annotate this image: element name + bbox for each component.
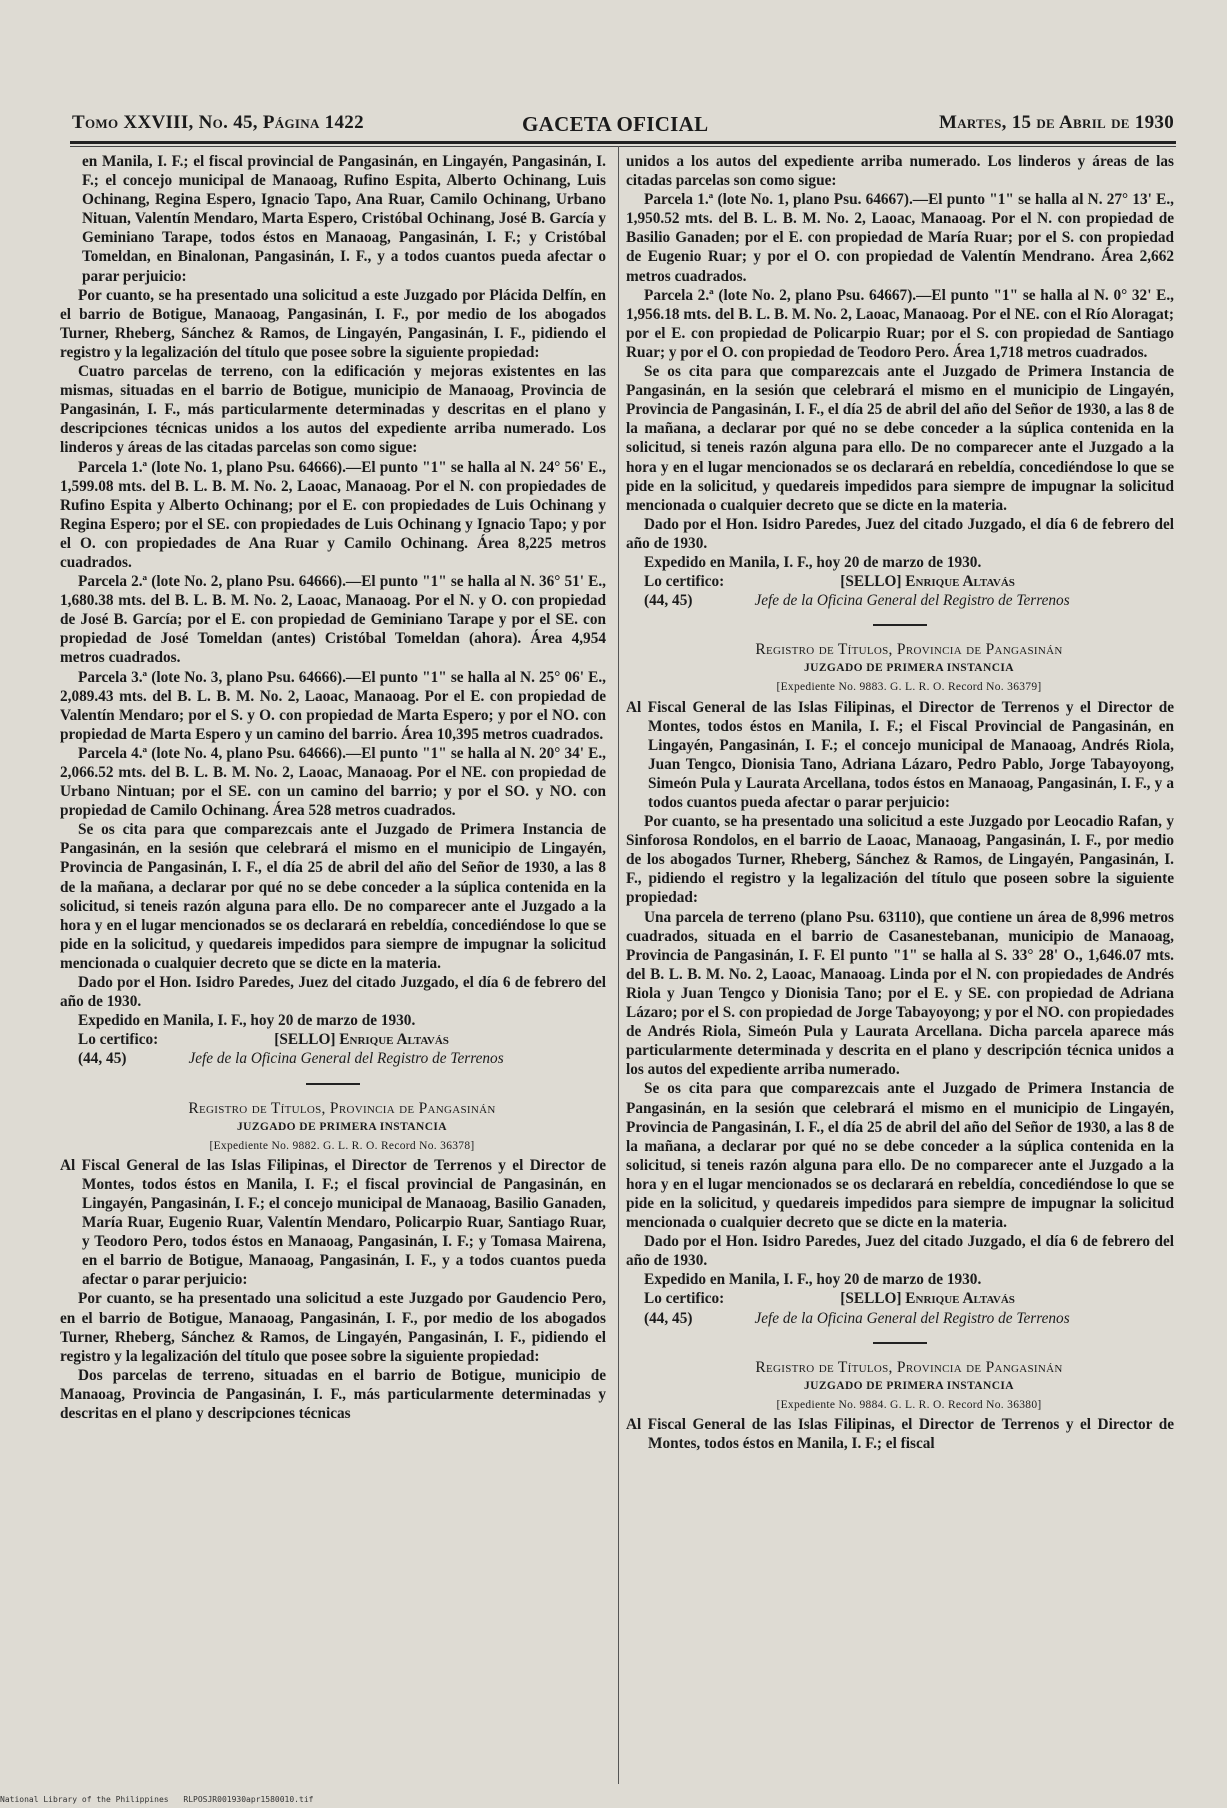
seal-label: [SELLO]	[840, 1290, 902, 1308]
section-separator	[873, 1342, 927, 1344]
certification-line: Lo certifico: [SELLO] Enrique Altavás	[644, 573, 1015, 591]
section-title: Registro de Títulos, Provincia de Pangasinán	[755, 1358, 1063, 1376]
given-by-paragraph: Dado por el Hon. Isidro Paredes, Juez del citado Juzgado, el día 6 de febrero del año de 1930.	[626, 1233, 1174, 1270]
paragraph-continued: unidos a los autos del expediente arriba numerado. Los linderos y áreas de las citadas parcelas son como sigue:	[626, 153, 1174, 190]
notice-addressees: Al Fiscal General de las Islas Filipinas, el Director de Terrenos y el Director de Montes, todos éstos en Manila, I. F.; el fiscal	[626, 1415, 1174, 1452]
summons-paragraph: Se os cita para que comparezcais ante el Juzgado de Primera Instancia de Pangasinán, en la sesión que celebrará el mismo en el municipio de Lingayén, Provincia de Pangasinán, I. F., el día 25 de abril del año del Señor de 1930, a las 8 de la mañana, a declarar por qué no se debe conceder a la súplica contenida en la solicitud, si teneis razón alguna para ello. De no comparecer ante el Juzgado a la hora y en el lugar mencionados se os declarará en rebeldía, concediéndose lo que se pide en la solicitud, y quedareis impedidos para siempre de impugnar la solicitud mencionada o cualquier decreto que se dicte en la materia.	[60, 821, 606, 972]
parcel-description: Parcela 1.ª (lote No. 1, plano Psu. 64666).—El punto "1" se halla al N. 24° 56' E., 1,599.08 mts. del B. L. B. M. No. 2, Laoac, Manaoag. Por el N. con propiedades de Rufino Espita y Alberto Ochinang; por el E. con propiedades de Luis Ochinang y Regina Espero; por el SE. con propiedades de Luis Ochinang y Ignacio Tapo; y por el O. con propiedades de Ana Ruar y Camilo Ochinang. Área 8,225 metros cuadrados.	[60, 458, 606, 571]
parcel-description: Parcela 2.ª (lote No. 2, plano Psu. 64666).—El punto "1" se halla al N. 36° 51' E., 1,680.38 mts. del B. L. B. M. No. 2, Laoac, Manaoag. Por el N. y O. con propiedad de José B. García; por el E. con propiedad de Geminiano Tarape y por el SE. con propiedad de José Tomeldan (antes) Cristóbal Tomeldan (ahora). Área 4,954 metros cuadrados.	[60, 573, 606, 667]
paragraph: Dos parcelas de terreno, situadas en el barrio de Botigue, municipio de Manaoag, Provincia de Pangasinán, I. F., más particularmente determinadas y descritas en el plano y descripciones técnicas	[60, 1366, 606, 1422]
notice-addressees: Al Fiscal General de las Islas Filipinas, el Director de Terrenos y el Director de Montes, todos éstos en Manila, I. F.; el Fiscal Provincial de Pangasinán, en Lingayén, Pangasinán, I. F.; el concejo municipal de Manaoag, Andrés Riola, Juan Tengco, Dionisia Tano, Adriana Lázaro, Pedro Pablo, Jorge Tabayoyong, Simeón Pula y Laurata Arcellana, todos éstos en Manaoag, Pangasinán, I. F., y a todos cuantos pueda afectar o parar perjuicio:	[626, 698, 1174, 811]
notice-addressees-continued: en Manila, I. F.; el fiscal provincial de Pangasinán, en Lingayén, Pangasinán, I. F.; el concejo municipal de Manaoag, Rufino Espita, Alberto Ochinang, Luis Ochinang, Regina Espero, Ignacio Tapo, Ana Ruar, Camilo Ochinang, Urbano Nituan, Valentín Mendaro, Marta Espero, Cristóbal Ochinang, José B. García y Geminiano Tarape, todos éstos en Manaoag, Pangasinán, I. F.; y Cristóbal Tomeldan, en Binalonan, Pangasinán, I. F., y a todos cuantos pueda afectar o parar perjuicio:	[82, 153, 606, 285]
paragraph: Cuatro parcelas de terreno, con la edificación y mejoras existentes en las mismas, situadas en el barrio de Botigue, municipio de Manaoag, Provincia de Pangasinán, I. F., más particularmente determinadas y descritas en el plano y descripciones técnicas unidos a los autos del expediente arriba numerado. Los linderos y áreas de las citadas parcelas son como sigue:	[60, 363, 606, 457]
section-title: Registro de Títulos, Provincia de Pangasinán	[188, 1099, 496, 1117]
certification-line: Lo certifico: [SELLO] Enrique Altavás	[644, 1290, 1015, 1308]
section-separator	[873, 624, 927, 626]
signatory-title-line	[60, 1049, 606, 1068]
signatory-title: Jefe de la Oficina General del Registro de Terrenos	[754, 592, 1070, 610]
parcel-description: Parcela 2.ª (lote No. 2, plano Psu. 64667).—El punto "1" se halla al N. 0° 32' E., 1,956.18 mts. del B. L. B. M. No. 2, Laoac, Manaoag. Por el NE. con el Río Aloragat; por el E. con propiedad de Policarpio Ruar; por el S. con propiedad de Santiago Ruar; y por el O. con propiedad de Teodoro Pero. Área 1,718 metros cuadrados.	[626, 286, 1174, 361]
issue-date: Martes, 15 de Abril de 1930	[938, 112, 1174, 133]
issued-paragraph: Expedido en Manila, I. F., hoy 20 de marzo de 1930.	[644, 553, 982, 571]
parcel-description: Una parcela de terreno (plano Psu. 63110), que contiene un área de 8,996 metros cuadrados, situada en el barrio de Casanestebanan, municipio de Manaoag, Provincia de Pangasinán, I. F. El punto "1" se halla al S. 33° 28' O., 1,646.07 mts. del B. L. B. M. No. 2, Laoac, Manaoag. Linda por el N. con propiedades de Andrés Riola y Juan Tengco y Dionisia Tano; por el E. y SE. con propiedad de Adriana Lázaro; por el S. con propiedad de Jorge Tabayoyong; y por el NO. con propiedades de Andrés Riola, Simeón Pula y Laurata Arcellana. Dicha parcela aparece más particularmente determinada y descrita en el plano y descripción técnica unidos a los autos del expediente arriba numerado.	[626, 908, 1174, 1079]
paragraph: Por cuanto, se ha presentado una solicitud a este Juzgado por Gaudencio Pero, en el barrio de Botigue, Manaoag, Pangasinán, I. F., por medio de los abogados Turner, Rheberg, Sánchez & Ramos, de Lingayén, Pangasinán, I. F., pidiendo el registro y la legalización del título que posee sobre la siguiente propiedad:	[60, 1290, 606, 1365]
summons-paragraph: Se os cita para que comparezcais ante el Juzgado de Primera Instancia de Pangasinán, en la sesión que celebrará el mismo en el municipio de Lingayén, Provincia de Pangasinán, I. F., el día 25 de abril del año del Señor de 1930, a las 8 de la mañana, a declarar por qué no se debe conceder a la súplica contenida en la solicitud, si teneis razón alguna para ello. De no comparecer ante el Juzgado a la hora y en el lugar mencionados se os declarará en rebeldía, concediéndose lo que se pide en la solicitud, y quedareis impedidos para siempre de impugnar la solicitud mencionada o cualquier decreto que se dicte en la materia.	[626, 1080, 1174, 1232]
parcel-description: Parcela 3.ª (lote No. 3, plano Psu. 64666).—El punto "1" se halla al N. 25° 06' E., 2,089.43 mts. del B. L. B. M. No. 2, Laoac, Manaoag. Por el E. con propiedad de Valentín Mendaro; por el S. y O. con propiedad de Marta Espero; y por el NO. con propiedad de Marta Espero y un camino del barrio. Área 10,395 metros cuadrados.	[60, 668, 606, 743]
signatory-title-line	[626, 1309, 1174, 1328]
column-divider	[618, 146, 619, 1784]
case-record: [Expediente No. 9883. G. L. R. O. Record No. 36379]	[776, 681, 1042, 694]
parcel-description: Parcela 4.ª (lote No. 4, plano Psu. 64666).—El punto "1" se halla al N. 20° 34' E., 2,066.52 mts. del B. L. B. M. No. 2, Laoac, Manaoag. Por el NE. con propiedad de Urbano Nintuan; por el SE. con un camino del barrio; y por el SO. y NO. con propiedad de Camilo Ochinang. Área 528 metros cuadrados.	[60, 744, 606, 820]
summons-paragraph: Se os cita para que comparezcais ante el Juzgado de Primera Instancia de Pangasinán, en la sesión que celebrará el mismo en el municipio de Lingayén, Provincia de Pangasinán, I. F., el día 25 de abril del año del Señor de 1930, a las 8 de la mañana, a declarar por qué no se debe conceder a la súplica contenida en la solicitud, si teneis razón alguna para ello. De no comparecer ante el Juzgado a la hora y en el lugar mencionados se os declarará en rebeldía, concediéndose lo que se pide en la solicitud, y quedareis impedidos para siempre de impugnar la solicitud mencionada o cualquier decreto que se dicte en la materia.	[626, 363, 1174, 514]
scan-filename: RLPOSJR001930apr1580010.tif	[183, 1795, 314, 1804]
issue-numbers: (44, 45)	[78, 1050, 127, 1068]
court-name: JUZGADO DE PRIMERA INSTANCIA	[236, 1120, 448, 1133]
signatory-title-line	[626, 591, 1174, 610]
section-title: Registro de Títulos, Provincia de Pangasinán	[755, 641, 1063, 659]
page-header	[72, 110, 1174, 140]
given-by-paragraph: Dado por el Hon. Isidro Paredes, Juez del citado Juzgado, el día 6 de febrero del año de 1930.	[626, 515, 1174, 552]
issued-paragraph: Expedido en Manila, I. F., hoy 20 de marzo de 1930.	[78, 1012, 416, 1030]
case-record: [Expediente No. 9884. G. L. R. O. Record No. 36380]	[776, 1398, 1042, 1411]
case-record: [Expediente No. 9882. G. L. R. O. Record No. 36378]	[209, 1139, 475, 1152]
paragraph: Por cuanto, se ha presentado una solicitud a este Juzgado por Plácida Delfín, en el barrio de Botigue, Manaoag, Pangasinán, I. F., por medio de los abogados Turner, Rheberg, Sánchez & Ramos, de Lingayén, Pangasinán, I. F., pidiendo el registro y la legalización del título que posee sobre la siguiente propiedad:	[60, 286, 606, 361]
signatory-name: Enrique Altavás	[905, 1290, 1015, 1308]
issue-numbers: (44, 45)	[644, 1309, 693, 1327]
given-by-paragraph: Dado por el Hon. Isidro Paredes, Juez del citado Juzgado, el día 6 de febrero del año de 1930.	[60, 974, 606, 1011]
right-column	[626, 152, 1174, 1453]
signatory-title: Jefe de la Oficina General del Registro de Terrenos	[188, 1050, 504, 1068]
header-rule-thin	[70, 146, 1176, 147]
left-column	[60, 152, 606, 1423]
signatory-name: Enrique Altavás	[339, 1031, 449, 1049]
header-rule	[70, 141, 1176, 144]
seal-label: [SELLO]	[274, 1031, 336, 1049]
parcel-description: Parcela 1.ª (lote No. 1, plano Psu. 64667).—El punto "1" se halla al N. 27° 13' E., 1,950.52 mts. del B. L. B. M. No. 2, Laoac, Manaoag. Por el N. con propiedad de Basilio Ganaden; por el E. con propiedad de María Ruar; por el S. con propiedad de Eugenio Ruar; y por el O. con propiedad de Valentín Mendrano. Área 2,662 metros cuadrados.	[626, 191, 1174, 285]
volume-page-label: Tomo XXVIII, No. 45, Página 1422	[72, 112, 364, 133]
issued-paragraph: Expedido en Manila, I. F., hoy 20 de marzo de 1930.	[644, 1271, 982, 1289]
publication-title: GACETA OFICIAL	[522, 112, 709, 136]
paragraph: Por cuanto, se ha presentado una solicitud a este Juzgado por Leocadio Rafan, y Sinforosa Rondolos, en el barrio de Laoac, Manaoag, Pangasinán, I. F., por medio de los abogados Turner, Rheberg, Sánchez & Ramos, de Lingayén, Pangasinán, I. F., pidiendo el registro y la legalización del título que poseen sobre la siguiente propiedad:	[626, 813, 1174, 907]
court-name: JUZGADO DE PRIMERA INSTANCIA	[803, 1379, 1015, 1392]
scan-footer	[0, 1795, 323, 1804]
notice-addressees: Al Fiscal General de las Islas Filipinas, el Director de Terrenos y el Director de Montes, todos éstos en Manila, I. F.; el fiscal provincial de Pangasinán, en Lingayén, Pangasinán, I. F.; el concejo municipal de Manaoag, Basilio Ganaden, María Ruar, Eugenio Ruar, Valentín Mendaro, Policarpio Ruar, Santiago Ruar, y Teodoro Pero, todos éstos en Manaoag, Pangasinán, I. F.; y Tomasa Mairena, en el barrio de Botigue, Manaoag, Pangasinán, I. F., y a todos cuantos pueda afectar o parar perjuicio:	[60, 1156, 606, 1289]
seal-label: [SELLO]	[840, 573, 902, 591]
signatory-name: Enrique Altavás	[905, 573, 1015, 591]
section-separator	[306, 1083, 360, 1085]
issue-numbers: (44, 45)	[644, 592, 693, 610]
library-credit: National Library of the Philippines	[0, 1795, 169, 1804]
certification-line: Lo certifico: [SELLO] Enrique Altavás	[78, 1031, 449, 1049]
court-name: JUZGADO DE PRIMERA INSTANCIA	[803, 662, 1015, 675]
signatory-title: Jefe de la Oficina General del Registro de Terrenos	[754, 1309, 1070, 1327]
